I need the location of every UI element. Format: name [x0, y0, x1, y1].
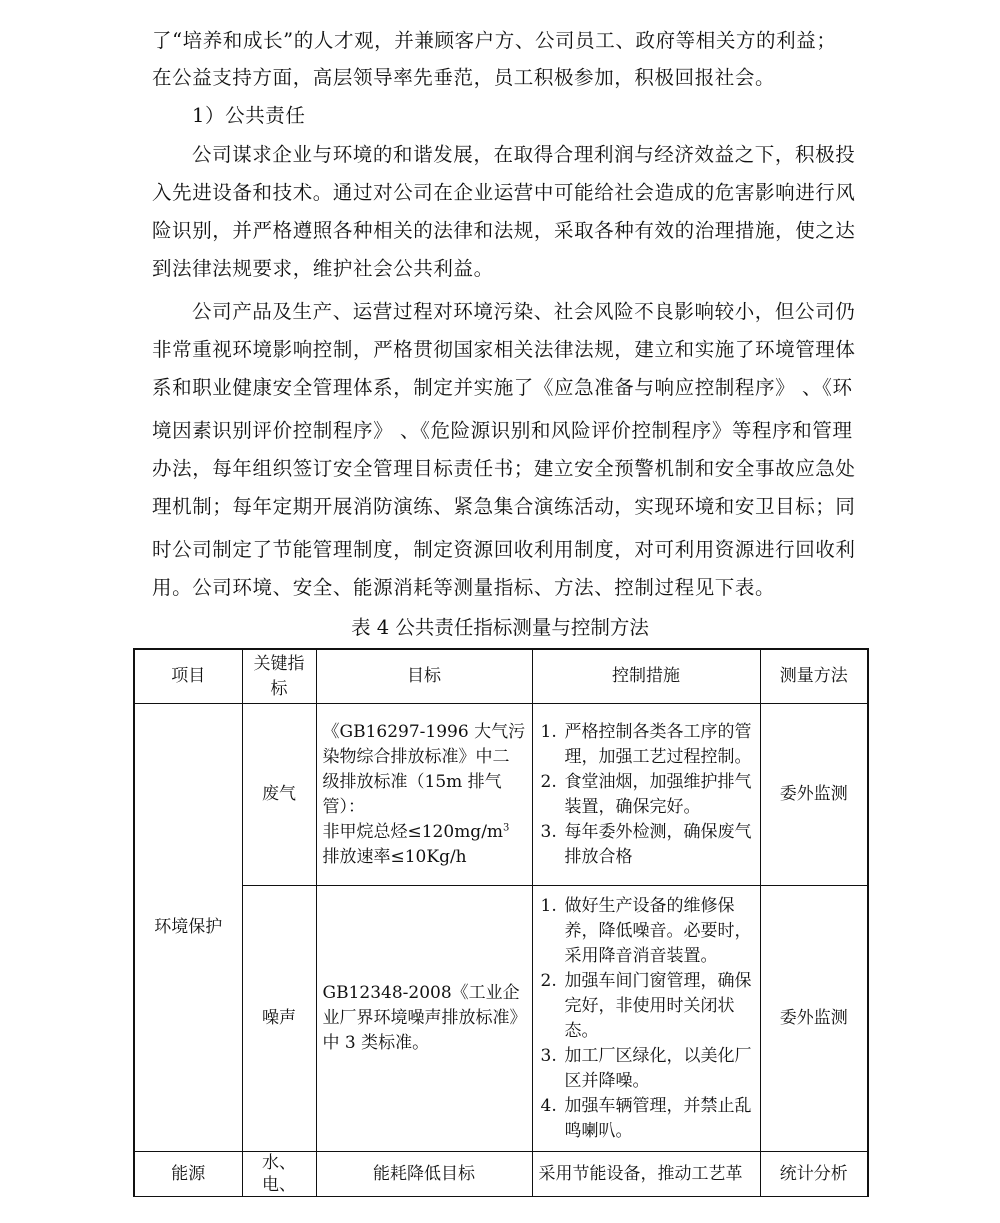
table-row: [134, 886, 868, 1152]
indicator-cell: 废气: [242, 704, 316, 886]
table-caption: 表 4 公共责任指标测量与控制方法: [351, 616, 649, 639]
table-header-row: [134, 649, 868, 704]
item-number: 3.: [540, 1045, 557, 1066]
list-item: [541, 720, 754, 770]
body-text-line: 系和职业健康安全管理体系，制定并实施了《应急准备与响应控制程序》 、《环: [152, 376, 853, 399]
list-item: [541, 1094, 754, 1144]
target-line: 《GB16297-1996 大气污染物综合排放标准》中二级排放标准（15m 排气管）：: [322, 721, 526, 817]
body-text-line: 用。公司环境、安全、能源消耗等测量指标、方法、控制过程见下表。: [152, 576, 776, 599]
target-cell: 能耗降低目标: [316, 1152, 532, 1197]
body-text-line: 公司产品及生产、运营过程对环境污染、社会风险不良影响较小，但公司仍: [192, 300, 856, 323]
body-text-line: 到法律法规要求，维护社会公共利益。: [152, 257, 494, 280]
method-cell: 委外监测: [760, 886, 868, 1152]
body-text-line: 险识别，并严格遵照各种相关的法律和法规，采取各种有效的治理措施，使之达: [152, 219, 856, 242]
section-heading: 1）公共责任: [192, 104, 306, 127]
body-text-line: 理机制；每年定期开展消防演练、紧急集合演练活动，实现环境和安卫目标；同: [152, 495, 856, 518]
column-header: 控制措施: [532, 649, 760, 704]
list-item: [541, 969, 754, 1044]
method-cell: 统计分析: [760, 1152, 868, 1197]
measures-cell: [532, 886, 760, 1152]
project-cell: 环境保护: [134, 704, 242, 1152]
list-item: [541, 894, 754, 969]
item-text: 食堂油烟，加强维护排气装置，确保完好。: [564, 771, 752, 817]
item-text: 加强车间门窗管理，确保完好，非使用时关闭状态。: [564, 970, 752, 1041]
superscript-3: 3: [503, 821, 510, 833]
measures-list: [539, 720, 754, 870]
measures-list: [539, 894, 754, 1144]
item-text: 做好生产设备的维修保养，降低噪音。必要时，采用降音消音装置。: [564, 895, 752, 966]
target-line: 排放速率≤10Kg/h: [322, 846, 467, 867]
body-text-line: 时公司制定了节能管理制度，制定资源回收利用制度，对可利用资源进行回收利: [152, 538, 856, 561]
target-cell: GB12348-2008《工业企业厂界环境噪声排放标准》中 3 类标准。: [316, 886, 532, 1152]
target-line-text: 非甲烷总烃≤120mg/m: [322, 821, 504, 842]
table-row: [134, 1152, 868, 1197]
target-cell: [316, 704, 532, 886]
body-text-line: 办法，每年组织签订安全管理目标责任书；建立安全预警机制和安全事故应急处: [152, 457, 856, 480]
item-text: 加强车辆管理，并禁止乱鸣喇叭。: [564, 1095, 752, 1141]
column-header: 测量方法: [760, 649, 868, 704]
item-number: 2.: [540, 970, 557, 991]
body-text-line: 在公益支持方面，高层领导率先垂范，员工积极参加，积极回报社会。: [152, 66, 776, 89]
column-header: 目标: [316, 649, 532, 704]
table-row: [134, 704, 868, 886]
item-text: 严格控制各类各工序的管理，加强工艺过程控制。: [564, 721, 752, 767]
item-text: 加工厂区绿化，以美化厂区并降噪。: [564, 1045, 752, 1091]
body-text-line: 入先进设备和技术。通过对公司在企业运营中可能给社会造成的危害影响进行风: [152, 181, 856, 204]
list-item: [541, 820, 754, 870]
body-text-line: 非常重视环境影响控制，严格贯彻国家相关法律法规，建立和实施了环境管理体: [152, 338, 856, 361]
item-number: 1.: [540, 895, 557, 916]
project-cell: 能源: [134, 1152, 242, 1197]
body-text-line: 公司谋求企业与环境的和谐发展，在取得合理利润与经济效益之下，积极投: [192, 143, 856, 166]
measures-cell: 采用节能设备，推动工艺革: [532, 1152, 760, 1197]
column-header: 项目: [134, 649, 242, 704]
item-number: 3.: [540, 821, 557, 842]
measures-cell: [532, 704, 760, 886]
indicator-cell: 水、电、: [242, 1152, 316, 1197]
list-item: [541, 770, 754, 820]
indicator-cell: 噪声: [242, 886, 316, 1152]
body-text-line: 了“培养和成长”的人才观，并兼顾客户方、公司员工、政府等相关方的利益；: [152, 29, 837, 52]
method-cell: 委外监测: [760, 704, 868, 886]
item-text: 每年委外检测，确保废气排放合格: [564, 821, 752, 867]
body-text-line: 境因素识别评价控制程序》 、《危险源识别和风险评价控制程序》等程序和管理: [152, 419, 853, 442]
item-number: 1.: [540, 721, 557, 742]
public-responsibility-table: [133, 648, 869, 1197]
column-header: 关键指标: [242, 649, 316, 704]
target-line: [323, 820, 526, 845]
item-number: 4.: [540, 1095, 557, 1116]
list-item: [541, 1044, 754, 1094]
item-number: 2.: [540, 771, 557, 792]
